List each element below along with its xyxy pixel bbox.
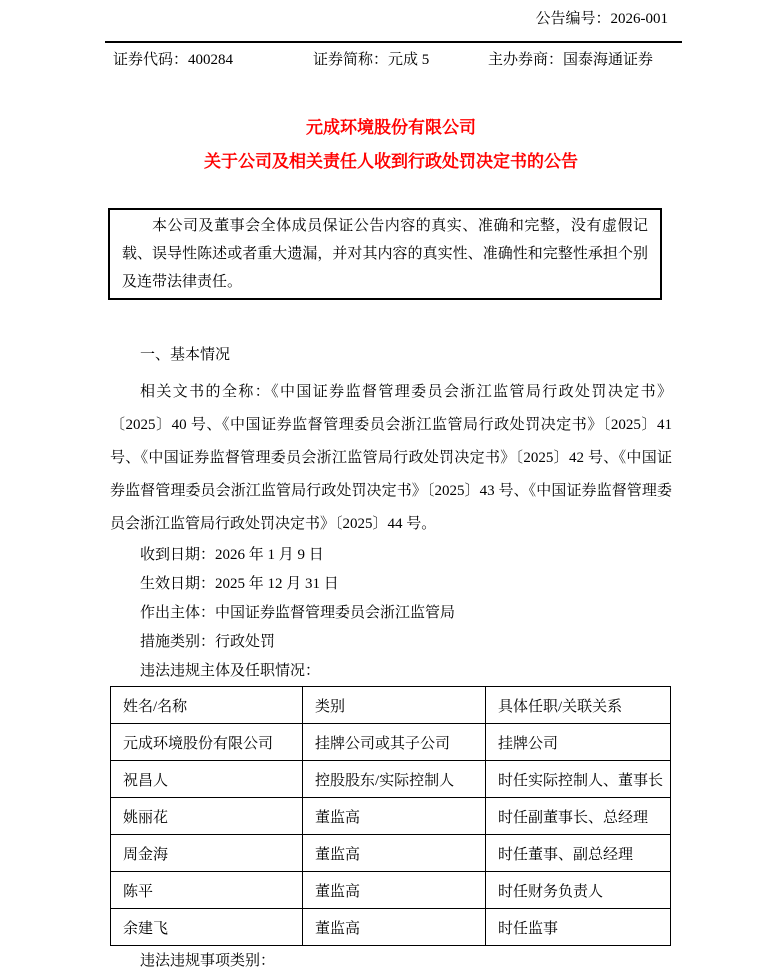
table-cell: 董监高 [303,798,486,835]
announcement-number-value: 2026-001 [610,11,668,27]
table-cell: 董监高 [303,909,486,946]
table-cell: 陈平 [111,872,303,909]
header-divider-line [105,41,682,43]
table-header-row [111,687,671,724]
sponsor-broker-value: 国泰海通证券 [563,52,654,68]
offenders-intro-line: 违法违规主体及任职情况： [140,663,321,679]
table-cell: 周金海 [111,835,303,872]
table-cell: 挂牌公司 [486,724,671,761]
page-title-line1: 元成环境股份有限公司 [306,118,476,137]
table-cell: 控股股东/实际控制人 [303,761,486,798]
table-cell: 时任副董事长、总经理 [486,798,671,835]
related-documents-paragraph: 相关文书的全称：《中国证券监督管理委员会浙江监管局行政处罚决定书》〔2025〕40 号、《中国证券监督管理委员会浙江监管局行政处罚决定书》〔2025〕41 号、《中国证券监督管理委员会浙江监管局行政处罚决定书》〔2025〕42 号、《中国证券监督管理委员会浙江监管局行政处罚决定书》〔2025〕43 号、《中国证券监督管理委员会浙江监管局行政处罚决定书》〔2025〕44 号。 [110,384,672,532]
table-cell: 董监高 [303,835,486,872]
announcement-number-label: 公告编号： [535,11,611,27]
offenders-table [110,686,671,946]
document-body [110,0,672,970]
security-code-value: 400284 [188,52,234,68]
section-heading-basic-info: 一、基本情况 [140,347,231,363]
security-short-name [313,51,429,69]
table-row [111,761,671,798]
table-cell: 祝昌人 [111,761,303,798]
security-short-name-value: 元成 5 [388,52,430,68]
sponsor-broker-label: 主办券商： [488,52,564,68]
table-row [111,835,671,872]
measure-type-line: 措施类别：行政处罚 [140,634,276,650]
table-row [111,872,671,909]
violation-category-line: 违法违规事项类别： [140,953,276,969]
effective-date-line: 生效日期：2025 年 12 月 31 日 [140,576,339,592]
received-date-line: 收到日期：2026 年 1 月 9 日 [140,547,324,563]
table-row [111,909,671,946]
table-row [111,724,671,761]
security-short-name-label: 证券简称： [313,52,389,68]
disclaimer-text: 本公司及董事会全体成员保证公告内容的真实、准确和完整，没有虚假记载、误导性陈述或者重大遗漏，并对其内容的真实性、准确性和完整性承担个别及连带法律责任。 [122,218,648,290]
table-cell: 时任监事 [486,909,671,946]
table-cell: 时任实际控制人、董事长 [486,761,671,798]
disclaimer-box [108,208,662,300]
issuing-authority-line: 作出主体：中国证券监督管理委员会浙江监管局 [140,605,456,621]
column-header-category: 类别 [303,687,486,724]
table-cell: 元成环境股份有限公司 [111,724,303,761]
table-cell: 挂牌公司或其子公司 [303,724,486,761]
column-header-position: 具体任职/关联关系 [486,687,671,724]
table-row [111,798,671,835]
announcement-number [110,0,672,28]
page-title [110,111,672,179]
table-cell: 时任董事、副总经理 [486,835,671,872]
offenders-table-body [111,724,671,946]
security-code [113,51,233,69]
sponsor-broker [488,51,653,69]
table-cell: 时任财务负责人 [486,872,671,909]
table-cell: 余建飞 [111,909,303,946]
column-header-name: 姓名/名称 [111,687,303,724]
page-title-line2: 关于公司及相关责任人收到行政处罚决定书的公告 [204,152,578,171]
table-cell: 董监高 [303,872,486,909]
securities-info-row [110,51,672,69]
security-code-label: 证券代码： [113,52,189,68]
table-cell: 姚丽花 [111,798,303,835]
